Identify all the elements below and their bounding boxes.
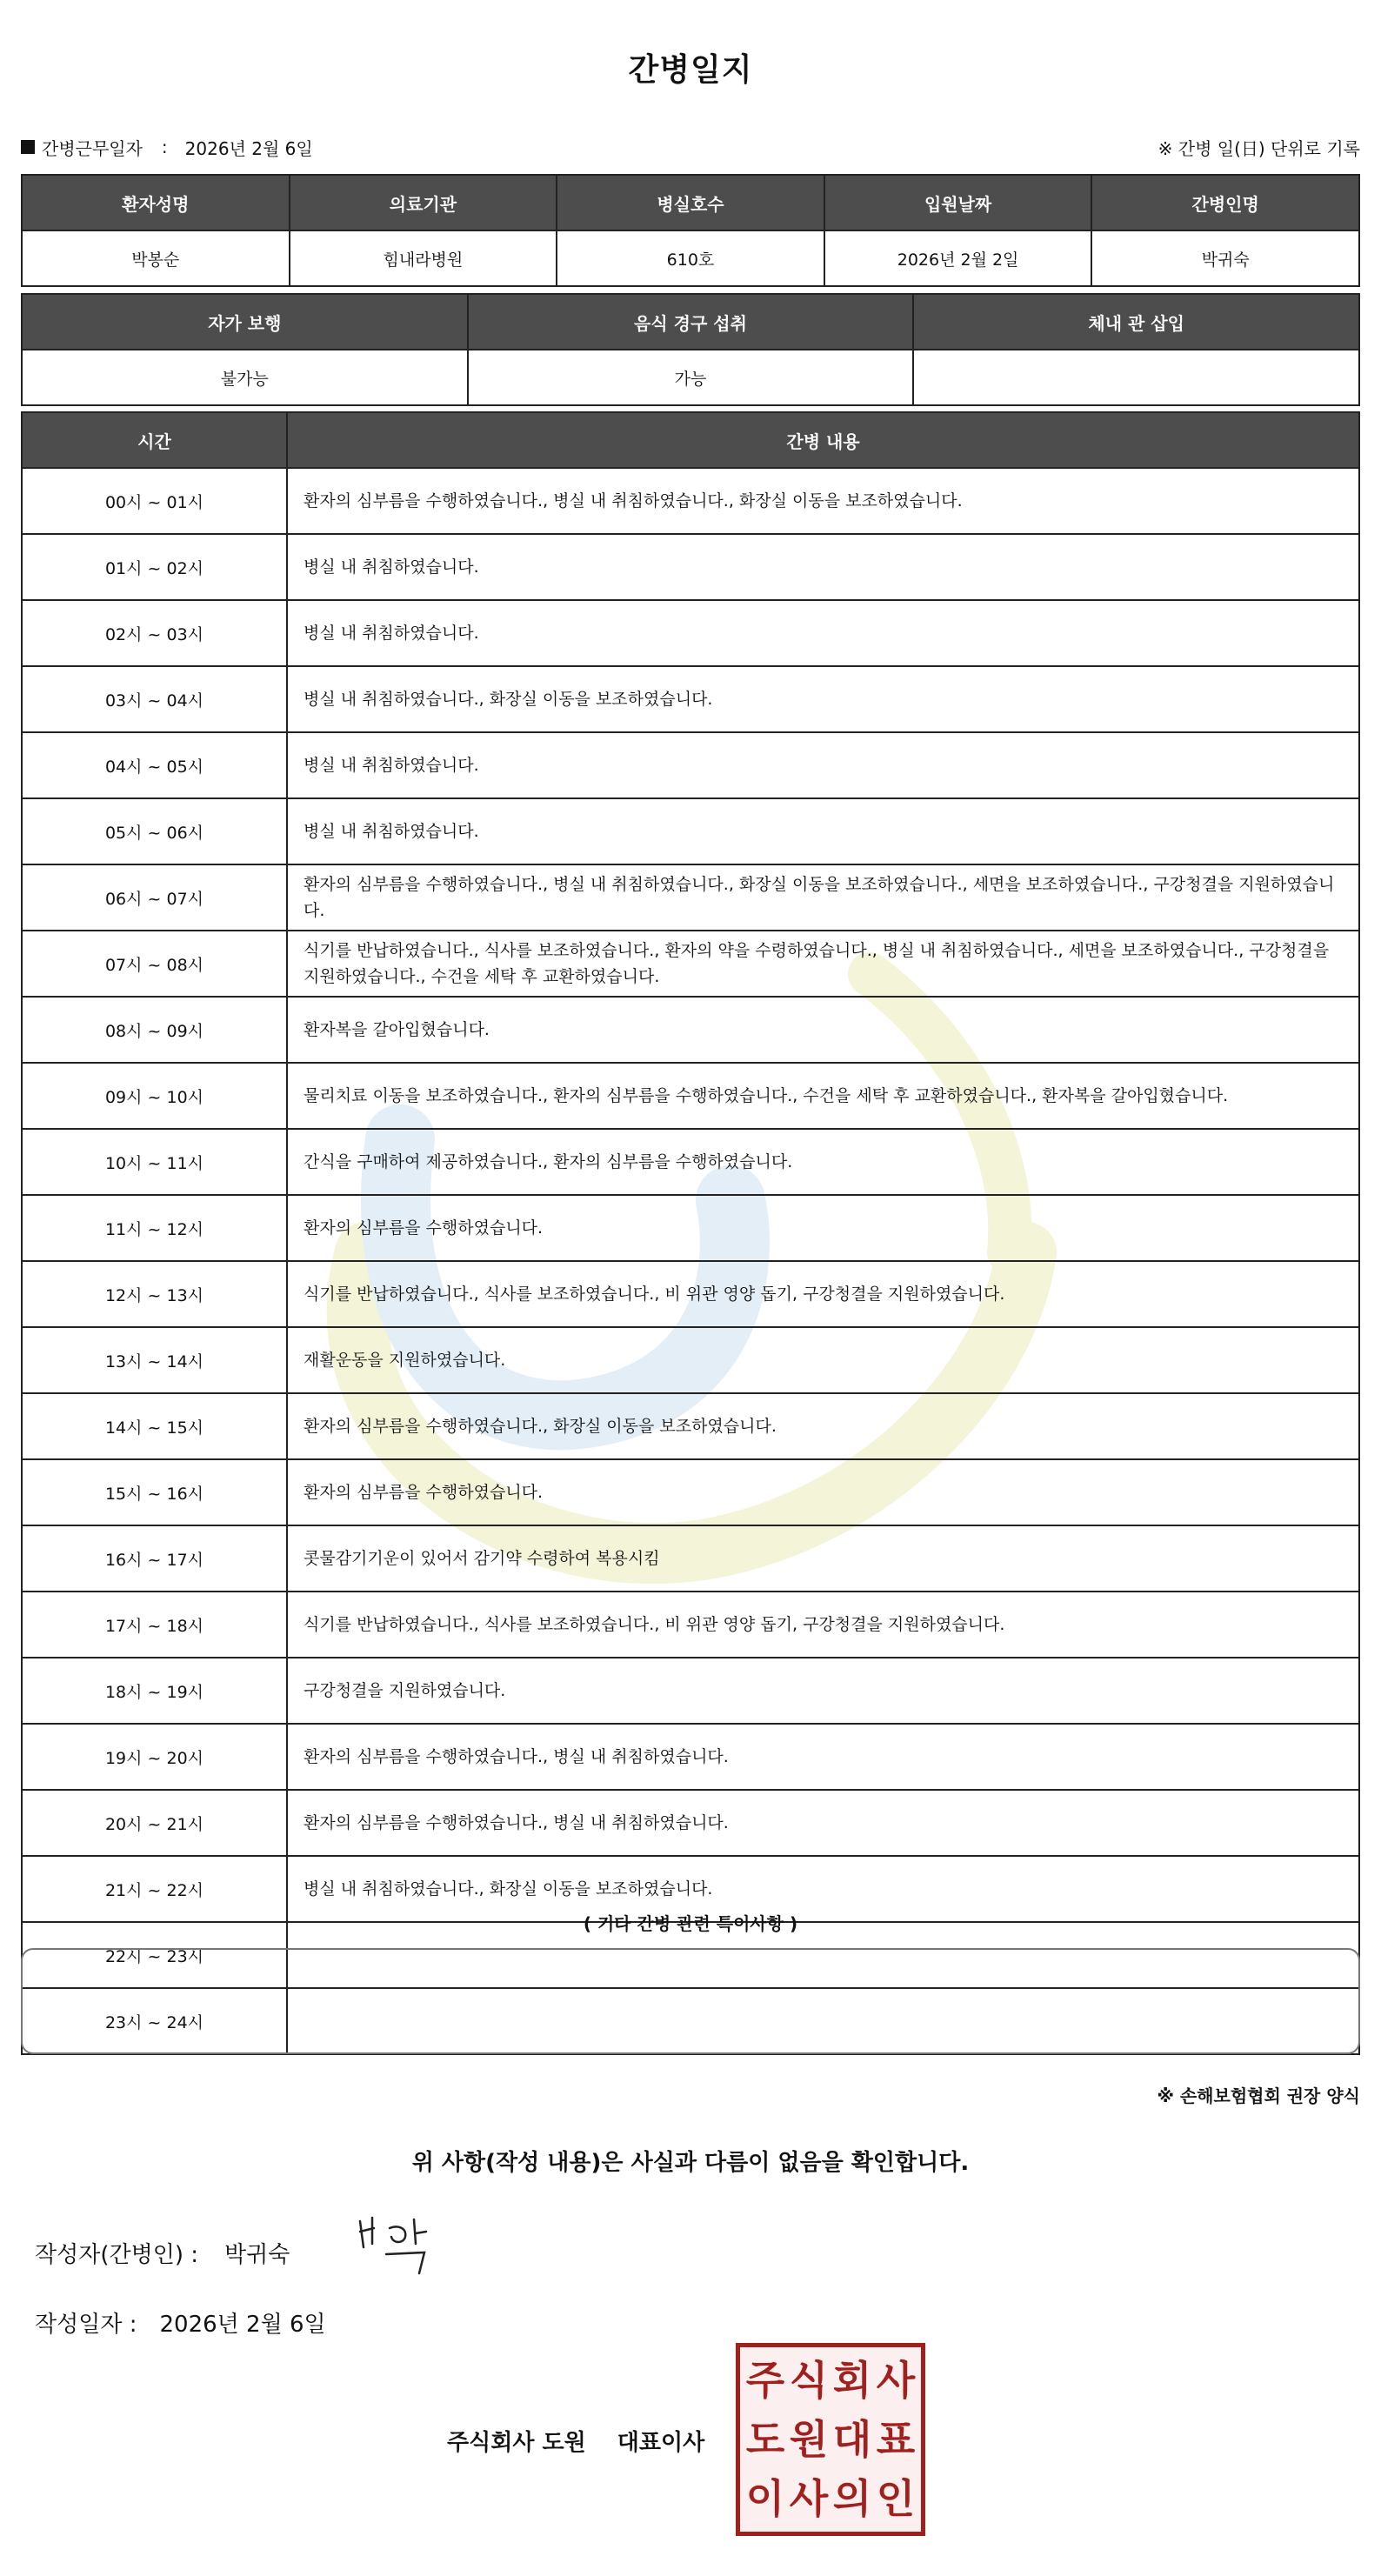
notes-box: [21, 1948, 1360, 2054]
log-row: [22, 1459, 1359, 1525]
log-row: [22, 468, 1359, 534]
seal-char: 인: [876, 2475, 916, 2522]
seal-char: 이: [745, 2475, 785, 2522]
notes-title: ( 기타 간병 관련 특이사항 ): [583, 1913, 798, 1934]
tube-value: [913, 350, 1359, 405]
log-time: 10시 ~ 11시: [22, 1129, 287, 1195]
header-oral-intake: 음식 경구 섭취: [468, 294, 914, 350]
status-value-row: [22, 350, 1359, 405]
log-row: [22, 1658, 1359, 1724]
log-content: 병실 내 취침하였습니다., 화장실 이동을 보조하였습니다.: [287, 1856, 1359, 1922]
work-date-label: 간병근무일자: [42, 137, 143, 159]
patient-value-row: [22, 230, 1359, 286]
company-line: [447, 2425, 704, 2457]
log-content: 환자복을 갈아입혔습니다.: [287, 997, 1359, 1063]
log-time: 15시 ~ 16시: [22, 1459, 287, 1525]
log-time: 03시 ~ 04시: [22, 666, 287, 732]
log-row: [22, 1724, 1359, 1790]
log-time: 20시 ~ 21시: [22, 1790, 287, 1856]
seal-char: 주: [745, 2357, 785, 2404]
log-row: [22, 1129, 1359, 1195]
oral-intake-value: 가능: [468, 350, 914, 405]
seal-char: 표: [876, 2416, 916, 2463]
log-content: 물리치료 이동을 보조하였습니다., 환자의 심부름을 수행하였습니다., 수건을 세탁 후 교환하였습니다., 환자복을 갈아입혔습니다.: [287, 1063, 1359, 1129]
log-content: 환자의 심부름을 수행하였습니다.: [287, 1195, 1359, 1261]
header-admit-date: 입원날짜: [824, 175, 1092, 230]
header-room: 병실호수: [557, 175, 824, 230]
writer-label: 작성자(간병인) :: [35, 2242, 199, 2268]
log-content: 환자의 심부름을 수행하였습니다., 병실 내 취침하였습니다.: [287, 1790, 1359, 1856]
log-time: 12시 ~ 13시: [22, 1261, 287, 1327]
log-time: 11시 ~ 12시: [22, 1195, 287, 1261]
log-time: 07시 ~ 08시: [22, 931, 287, 997]
log-time: 04시 ~ 05시: [22, 732, 287, 798]
log-header-row: [22, 412, 1359, 468]
log-time: 05시 ~ 06시: [22, 798, 287, 864]
status-header-row: [22, 294, 1359, 350]
log-time: 18시 ~ 19시: [22, 1658, 287, 1724]
log-row: [22, 1592, 1359, 1658]
log-time: 00시 ~ 01시: [22, 468, 287, 534]
room-number: 610호: [557, 230, 824, 286]
log-time: 01시 ~ 02시: [22, 534, 287, 600]
handwritten-signature: [351, 2209, 438, 2279]
log-content: 환자의 심부름을 수행하였습니다., 병실 내 취침하였습니다., 화장실 이동을 보조하였습니다.: [287, 468, 1359, 534]
log-row: [22, 1327, 1359, 1393]
log-content: 간식을 구매하여 제공하였습니다., 환자의 심부름을 수행하였습니다.: [287, 1129, 1359, 1195]
log-row: [22, 1063, 1359, 1129]
log-row: [22, 732, 1359, 798]
recommend-note: ※ 손해보험협회 권장 양식: [1157, 2085, 1360, 2106]
log-row: [22, 534, 1359, 600]
company-rep: 대표이사: [617, 2430, 705, 2456]
log-time: 22시 ~ 23시: [22, 1922, 287, 1988]
log-content: 병실 내 취침하였습니다.: [287, 798, 1359, 864]
log-time: 14시 ~ 15시: [22, 1393, 287, 1459]
seal-char: 도: [745, 2416, 785, 2463]
seal-char: 사: [789, 2475, 829, 2522]
log-row: [22, 1261, 1359, 1327]
header-walking: 자가 보행: [22, 294, 468, 350]
care-log-table: [21, 411, 1360, 2055]
work-date-value: 2026년 2월 6일: [184, 137, 313, 159]
log-content: 콧물감기기운이 있어서 감기약 수령하여 복용시킴: [287, 1525, 1359, 1592]
log-row: [22, 1790, 1359, 1856]
log-content: 환자의 심부름을 수행하였습니다., 병실 내 취침하였습니다., 화장실 이동을 보조하였습니다., 세면을 보조하였습니다., 구강청결을 지원하였습니다.: [287, 864, 1359, 931]
log-content: 식기를 반납하였습니다., 식사를 보조하였습니다., 비 위관 영양 돕기, 구강청결을 지원하였습니다.: [287, 1592, 1359, 1658]
writer-line: [35, 2237, 290, 2269]
company-seal: [736, 2343, 925, 2536]
log-content: 병실 내 취침하였습니다., 화장실 이동을 보조하였습니다.: [287, 666, 1359, 732]
seal-char: 사: [876, 2357, 916, 2404]
work-date: [21, 135, 313, 160]
header-hospital: 의료기관: [290, 175, 557, 230]
writer-name: 박귀숙: [224, 2242, 290, 2268]
log-time: 06시 ~ 07시: [22, 864, 287, 931]
seal-char: 식: [789, 2357, 829, 2404]
log-row: [22, 864, 1359, 931]
log-time: 23시 ~ 24시: [22, 1988, 287, 2054]
caregiver-name: 박귀숙: [1091, 230, 1359, 286]
seal-char: 의: [832, 2475, 872, 2522]
log-row: [22, 600, 1359, 666]
patient-header-row: [22, 175, 1359, 230]
hospital-name: 힘내라병원: [290, 230, 557, 286]
admit-date: 2026년 2월 2일: [824, 230, 1092, 286]
patient-status-table: [21, 293, 1360, 406]
header-tube: 체내 관 삽입: [913, 294, 1359, 350]
log-row: [22, 1393, 1359, 1459]
meta-row: [21, 134, 1360, 160]
log-body: [22, 468, 1359, 2054]
log-content: 식기를 반납하였습니다., 식사를 보조하였습니다., 비 위관 영양 돕기, 구강청결을 지원하였습니다.: [287, 1261, 1359, 1327]
log-content: 병실 내 취침하였습니다.: [287, 600, 1359, 666]
log-time: 13시 ~ 14시: [22, 1327, 287, 1393]
log-time: 19시 ~ 20시: [22, 1724, 287, 1790]
log-content: 환자의 심부름을 수행하였습니다.: [287, 1459, 1359, 1525]
seal-char: 원: [789, 2416, 829, 2463]
header-patient-name: 환자성명: [22, 175, 290, 230]
log-row: [22, 997, 1359, 1063]
square-bullet-icon: [21, 140, 35, 154]
log-time: 02시 ~ 03시: [22, 600, 287, 666]
log-time: 16시 ~ 17시: [22, 1525, 287, 1592]
confirm-statement: 위 사항(작성 내용)은 사실과 다름이 없음을 확인합니다.: [411, 2150, 970, 2176]
log-time: 17시 ~ 18시: [22, 1592, 287, 1658]
company-name: 주식회사 도원: [447, 2430, 586, 2456]
colon: :: [161, 137, 168, 157]
seal-char: 회: [832, 2357, 872, 2404]
log-content: 병실 내 취침하였습니다.: [287, 732, 1359, 798]
log-content: 병실 내 취침하였습니다.: [287, 534, 1359, 600]
log-content: 환자의 심부름을 수행하였습니다., 병실 내 취침하였습니다.: [287, 1724, 1359, 1790]
write-date-label: 작성일자 :: [35, 2312, 137, 2338]
header-time: 시간: [22, 412, 287, 468]
log-row: [22, 931, 1359, 997]
log-content: 구강청결을 지원하였습니다.: [287, 1658, 1359, 1724]
log-time: 09시 ~ 10시: [22, 1063, 287, 1129]
write-date-line: [35, 2306, 326, 2339]
walking-value: 불가능: [22, 350, 468, 405]
log-content: 식기를 반납하였습니다., 식사를 보조하였습니다., 환자의 약을 수령하였습니다., 병실 내 취침하였습니다., 세면을 보조하였습니다., 구강청결을 지원하였습니다., 수건을 세탁 후 교환하였습니다.: [287, 931, 1359, 997]
page-title: 간병일지: [628, 52, 753, 88]
log-content: 환자의 심부름을 수행하였습니다., 화장실 이동을 보조하였습니다.: [287, 1393, 1359, 1459]
seal-char: 대: [832, 2416, 872, 2463]
write-date-value: 2026년 2월 6일: [159, 2312, 326, 2338]
patient-info-table: [21, 174, 1360, 287]
log-row: [22, 666, 1359, 732]
log-time: 08시 ~ 09시: [22, 997, 287, 1063]
log-time: 21시 ~ 22시: [22, 1856, 287, 1922]
header-content: 간병 내용: [287, 412, 1359, 468]
patient-name: 박봉순: [22, 230, 290, 286]
log-content: 재활운동을 지원하였습니다.: [287, 1327, 1359, 1393]
header-caregiver: 간병인명: [1091, 175, 1359, 230]
log-row: [22, 1525, 1359, 1592]
log-row: [22, 1195, 1359, 1261]
log-row: [22, 798, 1359, 864]
unit-note: ※ 간병 일(日) 단위로 기록: [1158, 137, 1360, 159]
